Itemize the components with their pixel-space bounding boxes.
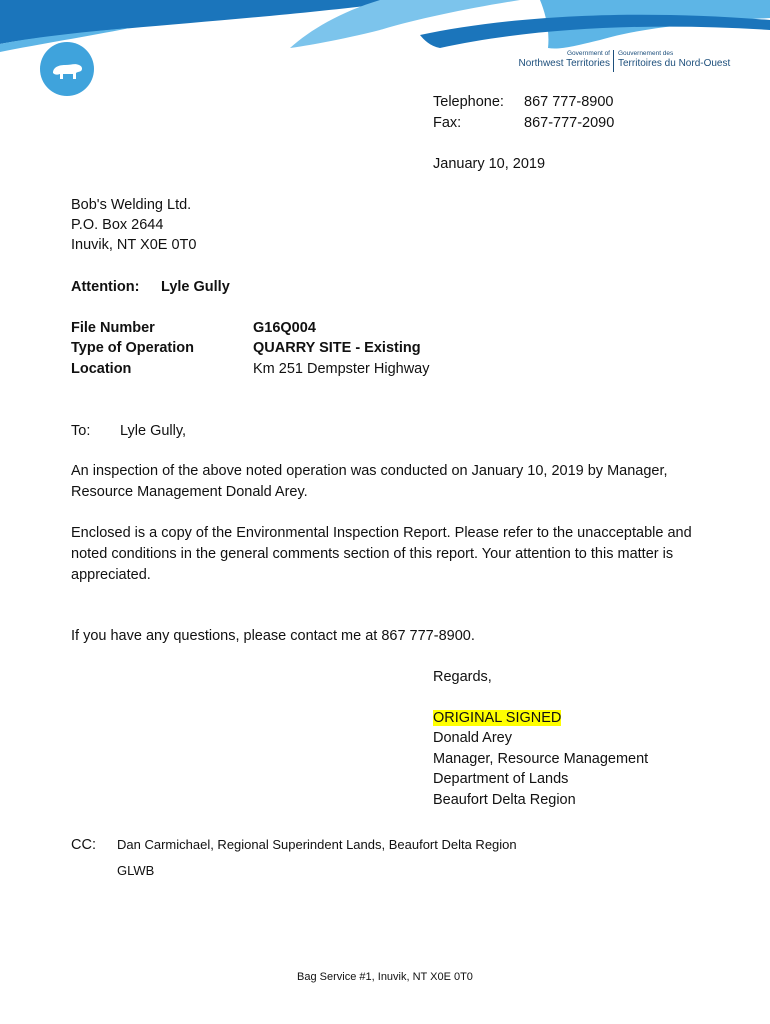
attention-label: Attention: [71, 279, 140, 295]
gov-en-small: Government of [567, 50, 610, 57]
body-paragraph-3: If you have any questions, please contact me at 867 777-8900. [71, 628, 475, 644]
telephone-value: 867 777-8900 [524, 94, 614, 110]
cc-line-1: Dan Carmichael, Regional Superindent Lands, Beaufort Delta Region [117, 837, 517, 852]
body-paragraph-1: An inspection of the above noted operation was conducted on January 10, 2019 by Manager, Resource Management Donald Arey. [71, 463, 668, 500]
attention-name: Lyle Gully [161, 279, 230, 295]
page-footer: Bag Service #1, Inuvik, NT X0E 0T0 [297, 971, 473, 983]
letter-date: January 10, 2019 [433, 156, 546, 172]
operation-type-value: QUARRY SITE - Existing [253, 340, 421, 356]
telephone-label: Telephone: [433, 94, 504, 110]
government-french [618, 50, 730, 70]
gov-fr-small: Gouvernement des [618, 50, 674, 57]
location-label: Location [71, 361, 132, 377]
original-signed-text: ORIGINAL SIGNED [433, 710, 562, 726]
file-number-value: G16Q004 [253, 320, 316, 336]
signer-region: Beaufort Delta Region [433, 792, 576, 808]
gov-en-name: Northwest Territories [518, 58, 610, 69]
fax-label: Fax: [433, 115, 462, 131]
salutation-label: To: [71, 423, 91, 439]
gov-fr-name: Territoires du Nord-Ouest [618, 58, 731, 69]
polar-bear-icon [39, 41, 95, 97]
file-number-label: File Number [71, 320, 155, 336]
salutation-name: Lyle Gully, [120, 423, 187, 439]
signer-title: Manager, Resource Management [433, 751, 649, 767]
cc-label: CC: [71, 837, 96, 853]
letterhead-banner [0, 0, 770, 95]
signer-department: Department of Lands [433, 771, 569, 787]
recipient-line-1: Bob's Welding Ltd. [71, 197, 192, 213]
cc-line-2: GLWB [117, 863, 155, 878]
fax-value: 867-777-2090 [524, 115, 615, 131]
location-value: Km 251 Dempster Highway [253, 361, 430, 377]
signer-name: Donald Arey [433, 730, 512, 746]
signature-stamp [433, 708, 561, 728]
government-english [515, 50, 610, 70]
body-paragraph-2: Enclosed is a copy of the Environmental Inspection Report. Please refer to the unacceptable and noted conditions in the general comments section of this report. Your attention to this matter is appreciated. [71, 525, 692, 583]
operation-type-label: Type of Operation [71, 340, 194, 356]
recipient-line-2: P.O. Box 2644 [71, 217, 164, 233]
recipient-line-3: Inuvik, NT X0E 0T0 [71, 237, 197, 253]
closing-regards: Regards, [433, 669, 492, 685]
gov-divider [613, 50, 614, 72]
